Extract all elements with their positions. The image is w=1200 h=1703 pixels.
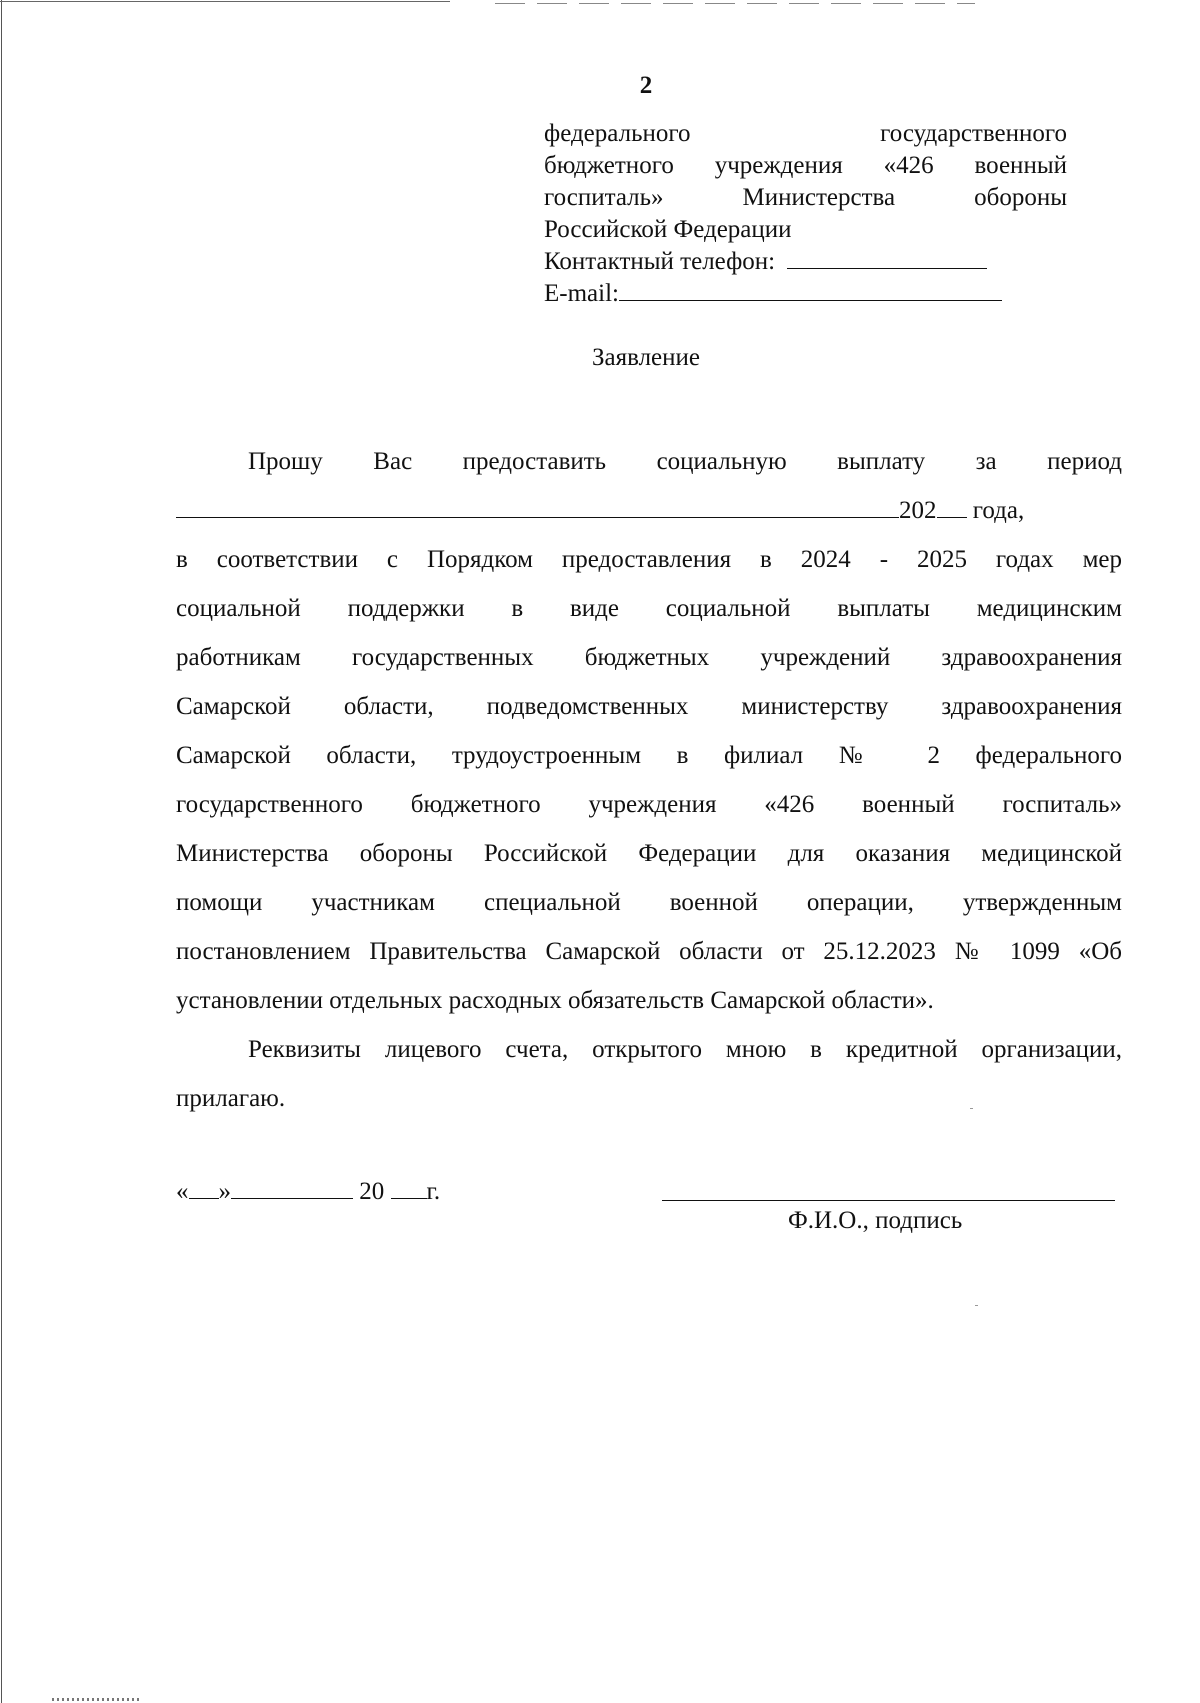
date-field[interactable]: « » 20 г. bbox=[176, 1178, 441, 1205]
date-day-blank[interactable] bbox=[189, 1176, 219, 1199]
email-field[interactable] bbox=[544, 278, 1067, 310]
signature-line[interactable] bbox=[662, 1200, 1115, 1201]
body-line-6: Самарской области, подведомственных министерству здравоохранения bbox=[176, 693, 1122, 720]
date-year-blank[interactable] bbox=[391, 1176, 427, 1199]
statement-body bbox=[176, 437, 1122, 1123]
body-line-12: установлении отдельных расходных обязательств Самарской области». bbox=[176, 987, 934, 1014]
scan-edge-top-dashes bbox=[495, 3, 975, 4]
date-month-blank[interactable] bbox=[231, 1176, 353, 1199]
page-number: 2 bbox=[639, 72, 653, 99]
body-line-13: Реквизиты лицевого счета, открытого мною в кредитной организации, bbox=[248, 1036, 1122, 1063]
body-line-9: Министерства обороны Российской Федерации для оказания медицинской bbox=[176, 840, 1122, 867]
period-field[interactable]: 202 года, bbox=[176, 486, 1122, 535]
addressee-line-3: госпиталь» Министерства обороны bbox=[544, 184, 1068, 211]
body-line-4: социальной поддержки в виде социальной выплаты медицинским bbox=[176, 595, 1122, 622]
scan-edge-left bbox=[1, 0, 2, 1703]
body-line-5: работникам государственных бюджетных учреждений здравоохранения bbox=[176, 644, 1122, 671]
addressee-block bbox=[544, 118, 1067, 310]
body-line-8: государственного бюджетного учреждения «426 военный госпиталь» bbox=[176, 791, 1122, 818]
document-title: Заявление bbox=[591, 344, 701, 371]
addressee-line-2: бюджетного учреждения «426 военный bbox=[544, 152, 1067, 179]
email-blank[interactable] bbox=[619, 278, 1002, 301]
email-label: E-mail: bbox=[544, 280, 619, 307]
body-line-14: прилагаю. bbox=[176, 1085, 286, 1112]
scan-speck bbox=[975, 1305, 978, 1306]
year-digit-blank[interactable] bbox=[937, 495, 967, 518]
addressee-line-1: федерального государственного bbox=[544, 120, 1067, 147]
body-line-1: Прошу Вас предоставить социальную выплату за период bbox=[248, 448, 1122, 475]
phone-blank[interactable] bbox=[787, 246, 987, 269]
scan-artifact-dots bbox=[52, 1698, 142, 1701]
body-line-10: помощи участникам специальной военной операции, утвержденным bbox=[176, 889, 1122, 916]
scan-edge-top bbox=[0, 1, 450, 2]
body-line-11: постановлением Правительства Самарской области от 25.12.2023 № 1099 «Об bbox=[176, 938, 1122, 965]
body-line-7: Самарской области, трудоустроенным в филиал № 2 федерального bbox=[176, 742, 1122, 769]
body-line-3: в соответствии с Порядком предоставления в 2024 - 2025 годах мер bbox=[176, 546, 1122, 573]
addressee-line-4: Российской Федерации bbox=[544, 216, 792, 243]
phone-label: Контактный телефон: bbox=[544, 248, 776, 275]
period-blank[interactable] bbox=[176, 495, 899, 518]
signature-caption: Ф.И.О., подпись bbox=[788, 1207, 963, 1234]
phone-field[interactable] bbox=[544, 246, 1067, 278]
